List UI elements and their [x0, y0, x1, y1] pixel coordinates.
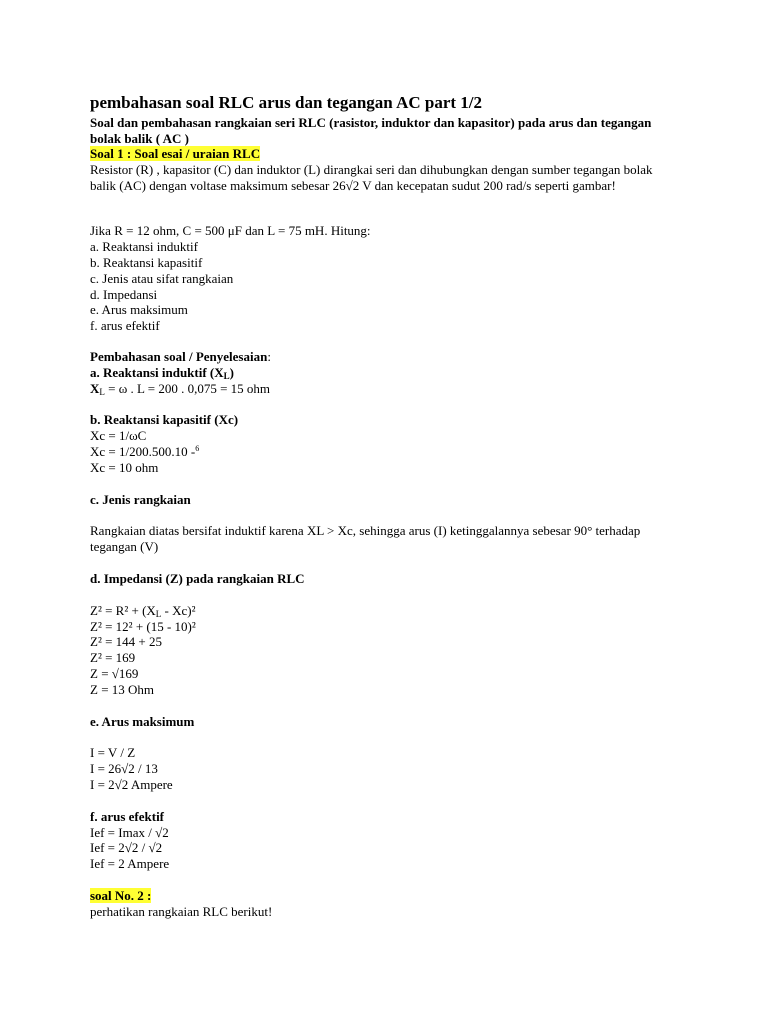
- section-e-line: I = 26√2 / 13: [90, 761, 158, 777]
- section-f-line: Ief = 2 Ampere: [90, 856, 170, 872]
- section-d-heading: d. Impedansi (Z) pada rangkaian RLC: [90, 570, 305, 586]
- section-e-heading: e. Arus maksimum: [90, 713, 195, 729]
- section-d-line: Z² = 12² + (15 - 10)²: [90, 618, 196, 634]
- soal1-text: Resistor (R) , kapasitor (C) dan induktor (L) dirangkai seri dan dihubungkan dengan sumber tegangan bolak balik (AC) dengan voltase maksimum sebesar 26√2 V dan kecepatan sudut 200 rad/s seperti gambar!: [90, 161, 653, 193]
- section-b-line: Xc = 1/200.500.10 -$^6$: [90, 443, 200, 459]
- question-f: f. arus efektif: [90, 318, 160, 334]
- soal2-text: perhatikan rangkaian RLC berikut!: [90, 903, 273, 919]
- document-content: [90, 93, 680, 919]
- section-e-line: I = V / Z: [90, 745, 136, 761]
- section-d-line: Z² = 169: [90, 650, 136, 666]
- page-subtitle: Soal dan pembahasan rangkaian seri RLC (rasistor, induktor dan kapasitor) pada arus dan tegangan bolak balik ( AC ): [90, 115, 652, 146]
- section-d-line: $Z^2 = R^2 + (X_L - Xc)^2$: [90, 602, 196, 619]
- section-d-line: Z = √169: [90, 665, 139, 681]
- section-b-heading: b. Reaktansi kapasitif (Xc): [90, 412, 239, 428]
- section-c-text: Rangkaian diatas bersifat induktif karena XL > Xc, sehingga arus (I) ketinggalannya sebesar 90° terhadap tegangan (V): [90, 523, 641, 555]
- question-e: e. Arus maksimum: [90, 302, 188, 318]
- section-e-line: I = 2√2 Ampere: [90, 776, 173, 792]
- section-a-heading: a. Reaktansi induktif $(X_L)$: [90, 364, 234, 381]
- given-values: Jika R = 12 ohm, C = 500 μF dan L = 75 mH. Hitung:: [90, 223, 371, 239]
- question-d: d. Impedansi: [90, 286, 158, 302]
- section-f-heading: f. arus efektif: [90, 808, 165, 824]
- pembahasan-heading: Pembahasan soal / Penyelesaian:: [90, 348, 271, 364]
- section-b-line: Xc = 10 ohm: [90, 459, 159, 475]
- section-f-line: Ief = Imax / √2: [90, 824, 169, 840]
- section-d-line: Z = 13 Ohm: [90, 681, 155, 697]
- question-c: c. Jenis atau sifat rangkaian: [90, 270, 234, 286]
- question-b: b. Reaktansi kapasitif: [90, 254, 203, 270]
- section-a-line: $X_L = \omega$ . L = 200 . 0,075 = 15 ohm: [90, 380, 271, 397]
- section-f-line: Ief = 2√2 / √2: [90, 840, 163, 856]
- soal2-heading: soal No. 2 :: [90, 887, 152, 903]
- section-b-line: Xc = 1/ωC: [90, 428, 147, 444]
- page-title: pembahasan soal RLC arus dan tegangan AC part 1/2: [90, 93, 483, 112]
- section-d-line: Z² = 144 + 25: [90, 634, 163, 650]
- soal1-heading: Soal 1 : Soal esai / uraian RLC: [90, 146, 261, 161]
- section-c-heading: c. Jenis rangkaian: [90, 491, 191, 507]
- question-a: a. Reaktansi induktif: [90, 239, 198, 255]
